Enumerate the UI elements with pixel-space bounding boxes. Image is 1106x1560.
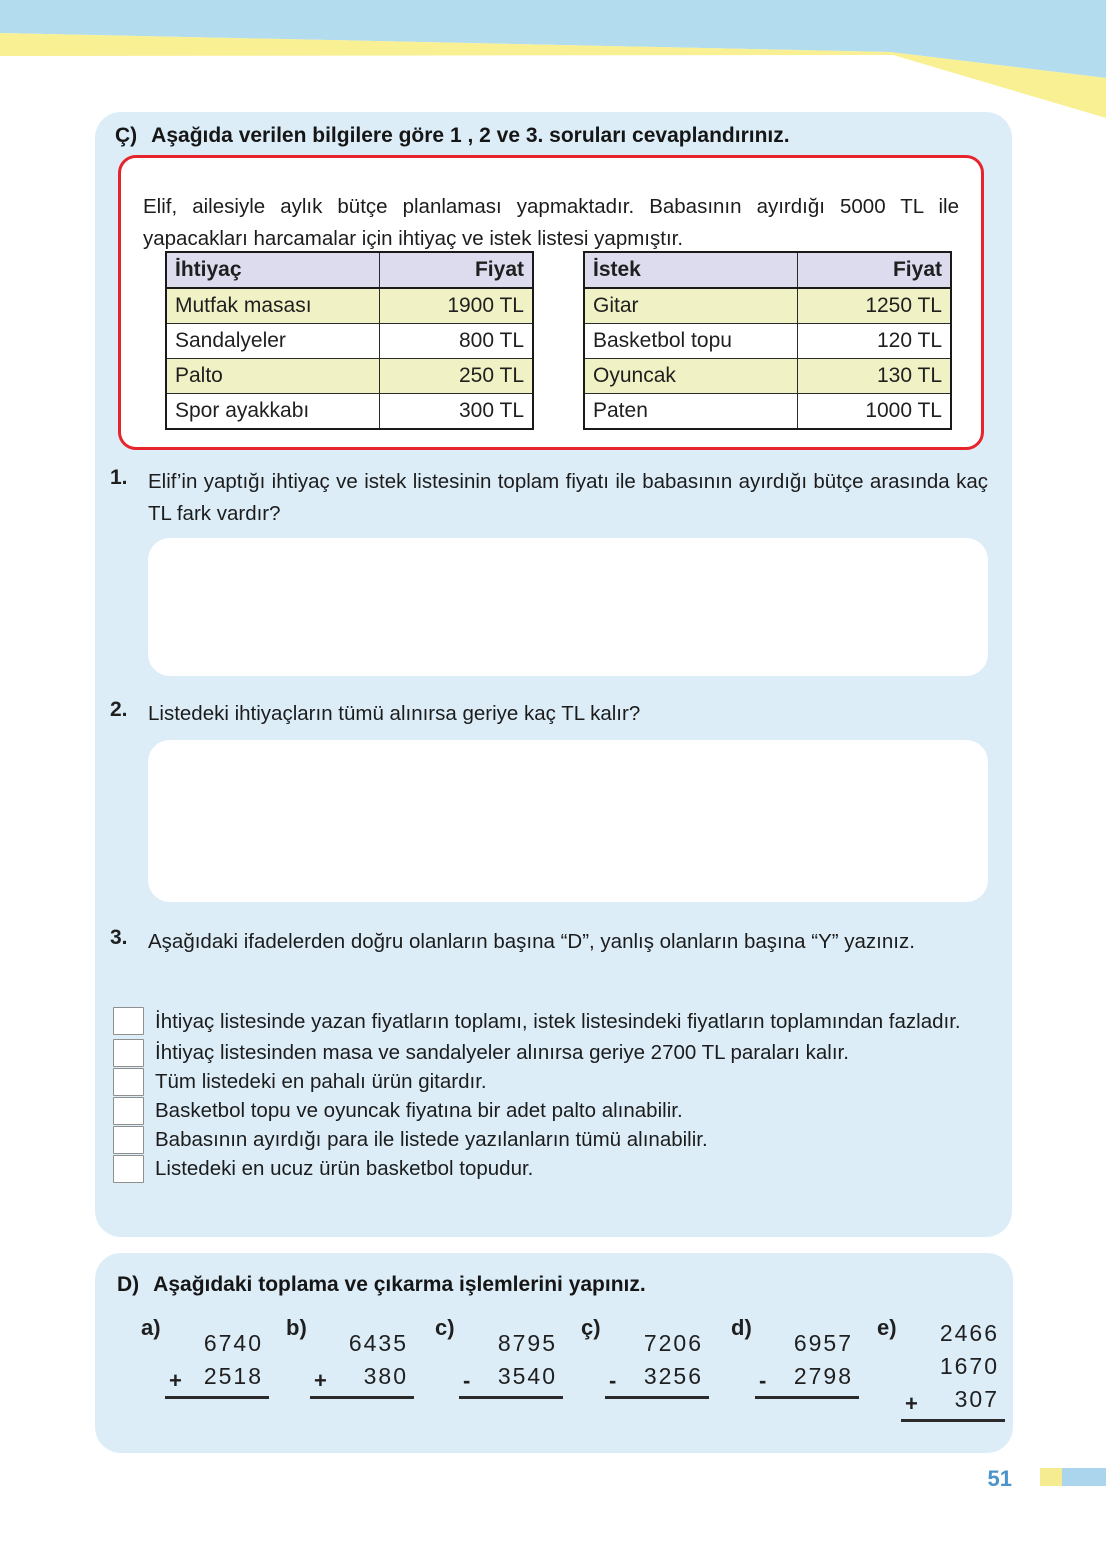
- operand: 2518: [203, 1363, 263, 1389]
- dy-checkbox[interactable]: [113, 1155, 144, 1183]
- problem-column: [310, 1327, 414, 1399]
- statement-row: [113, 1067, 995, 1096]
- question-1-text: Elif’in yaptığı ihtiyaç ve istek listesinin toplam fiyatı ile babasının ayırdığı bütçe arasında kaç TL fark vardır?: [148, 470, 988, 525]
- item-cell: Sandalyeler: [166, 324, 380, 359]
- question-3: [110, 926, 988, 958]
- price-cell: 1900 TL: [380, 288, 534, 324]
- statement-row: [113, 1006, 995, 1037]
- table-row: [166, 288, 533, 324]
- operator-sign: +: [169, 1368, 182, 1393]
- operator-sign: -: [463, 1368, 471, 1393]
- price-cell: 300 TL: [380, 394, 534, 430]
- wants-header-price: Fiyat: [798, 252, 952, 288]
- operand: 6740: [203, 1330, 263, 1356]
- page-number: 51: [987, 1466, 1012, 1491]
- item-cell: Basketbol topu: [584, 324, 798, 359]
- section-c-header: [115, 124, 790, 148]
- price-cell: 120 TL: [798, 324, 952, 359]
- price-cell: 1000 TL: [798, 394, 952, 430]
- item-cell: Oyuncak: [584, 359, 798, 394]
- problem-label: b): [286, 1315, 307, 1340]
- price-cell: 800 TL: [380, 324, 534, 359]
- operand: 8795: [497, 1330, 557, 1356]
- operator-sign: -: [759, 1368, 767, 1393]
- problem-label: a): [141, 1315, 161, 1340]
- question-2-text: Listedeki ihtiyaçların tümü alınırsa geriye kaç TL kalır?: [148, 702, 641, 725]
- table-row: [584, 359, 951, 394]
- operator-sign: -: [609, 1368, 617, 1393]
- table-row: [584, 288, 951, 324]
- dy-checkbox[interactable]: [113, 1068, 144, 1096]
- operand: 2798: [793, 1363, 853, 1389]
- problems-row: [95, 1315, 1013, 1435]
- table-row: [584, 394, 951, 430]
- item-cell: Mutfak masası: [166, 288, 380, 324]
- statement-row: [113, 1038, 995, 1067]
- problem-column: [901, 1317, 1005, 1422]
- problem-column: [755, 1327, 859, 1399]
- footer-yellow-square: [1040, 1468, 1062, 1486]
- problem-c-cedilla[interactable]: [581, 1315, 711, 1399]
- problem-c[interactable]: [435, 1315, 565, 1399]
- question-1: [110, 466, 988, 530]
- info-box: [118, 155, 984, 450]
- statement-text: Babasının ayırdığı para ile listede yazılanların tümü alınabilir.: [155, 1128, 708, 1151]
- price-cell: 1250 TL: [798, 288, 952, 324]
- operand: 380: [363, 1363, 408, 1389]
- item-cell: Spor ayakkabı: [166, 394, 380, 430]
- problem-column: [605, 1327, 709, 1399]
- statement-row: [113, 1125, 995, 1154]
- statement-text: İhtiyaç listesinden masa ve sandalyeler alınırsa geriye 2700 TL paraları kalır.: [155, 1041, 849, 1064]
- section-c-title: Aşağıda verilen bilgilere göre 1 , 2 ve 3. soruları cevaplandırınız.: [151, 124, 790, 147]
- operand: 3540: [497, 1363, 557, 1389]
- statement-text: Listedeki en ucuz ürün basketbol topudur.: [155, 1157, 534, 1180]
- problem-label: c): [435, 1315, 455, 1340]
- table-row: [166, 394, 533, 430]
- problem-label: e): [877, 1315, 897, 1340]
- needs-header-price: Fiyat: [380, 252, 534, 288]
- problem-label: d): [731, 1315, 752, 1340]
- operand: 307: [954, 1386, 999, 1412]
- table-row: [584, 324, 951, 359]
- problem-column: [165, 1327, 269, 1399]
- section-d-title: Aşağıdaki toplama ve çıkarma işlemlerini yapınız.: [153, 1273, 646, 1296]
- operator-sign: +: [905, 1391, 918, 1416]
- table-row: [166, 359, 533, 394]
- problem-b[interactable]: [286, 1315, 416, 1399]
- dy-checkbox[interactable]: [113, 1039, 144, 1067]
- section-d-panel: [95, 1253, 1013, 1453]
- operand: 1670: [939, 1353, 999, 1379]
- price-cell: 250 TL: [380, 359, 534, 394]
- needs-header-item: İhtiyaç: [166, 252, 380, 288]
- needs-table: [165, 251, 534, 430]
- statement-text: Tüm listedeki en pahalı ürün gitardır.: [155, 1070, 487, 1093]
- question-3-number: 3.: [110, 926, 128, 949]
- section-c-panel: [95, 112, 1012, 1237]
- question-2-number: 2.: [110, 698, 128, 721]
- section-c-label: Ç): [115, 124, 138, 147]
- top-decoration: [0, 0, 1106, 130]
- wants-table: [583, 251, 952, 430]
- section-d-label: D): [117, 1273, 140, 1296]
- footer-blue-square: [1062, 1468, 1106, 1486]
- item-cell: Palto: [166, 359, 380, 394]
- answer-box-2[interactable]: [148, 740, 988, 902]
- item-cell: Gitar: [584, 288, 798, 324]
- question-1-number: 1.: [110, 466, 128, 489]
- table-header-row: [584, 252, 951, 288]
- table-row: [166, 324, 533, 359]
- operand: 6957: [793, 1330, 853, 1356]
- wants-header-item: İstek: [584, 252, 798, 288]
- operand: 2466: [939, 1320, 999, 1346]
- dy-checkbox[interactable]: [113, 1126, 144, 1154]
- price-cell: 130 TL: [798, 359, 952, 394]
- operand: 3256: [643, 1363, 703, 1389]
- problem-column: [459, 1327, 563, 1399]
- problem-d[interactable]: [731, 1315, 861, 1399]
- question-3-text: Aşağıdaki ifadelerden doğru olanların başına “D”, yanlış olanların başına “Y” yazınız.: [148, 930, 915, 953]
- problem-e[interactable]: [877, 1315, 1007, 1422]
- dy-checkbox[interactable]: [113, 1097, 144, 1125]
- statement-row: [113, 1096, 995, 1125]
- statement-text: Basketbol topu ve oyuncak fiyatına bir adet palto alınabilir.: [155, 1099, 683, 1122]
- info-text: Elif, ailesiyle aylık bütçe planlaması yapmaktadır. Babasının ayırdığı 5000 TL ile yapacakları harcamalar için ihtiyaç ve istek listesi yapmıştır.: [143, 194, 959, 250]
- statement-row: [113, 1154, 995, 1183]
- statement-text: İhtiyaç listesinde yazan fiyatların toplamı, istek listesindeki fiyatların toplamından fazladır.: [155, 1010, 961, 1033]
- problem-label: ç): [581, 1315, 601, 1340]
- statements-list: [113, 1006, 995, 1183]
- operand: 7206: [643, 1330, 703, 1356]
- table-header-row: [166, 252, 533, 288]
- problem-a[interactable]: [141, 1315, 271, 1399]
- section-d-header: [117, 1273, 646, 1297]
- answer-box-1[interactable]: [148, 538, 988, 676]
- item-cell: Paten: [584, 394, 798, 430]
- operand: 6435: [348, 1330, 408, 1356]
- operator-sign: +: [314, 1368, 327, 1393]
- dy-checkbox[interactable]: [113, 1007, 144, 1035]
- question-2: [110, 698, 988, 730]
